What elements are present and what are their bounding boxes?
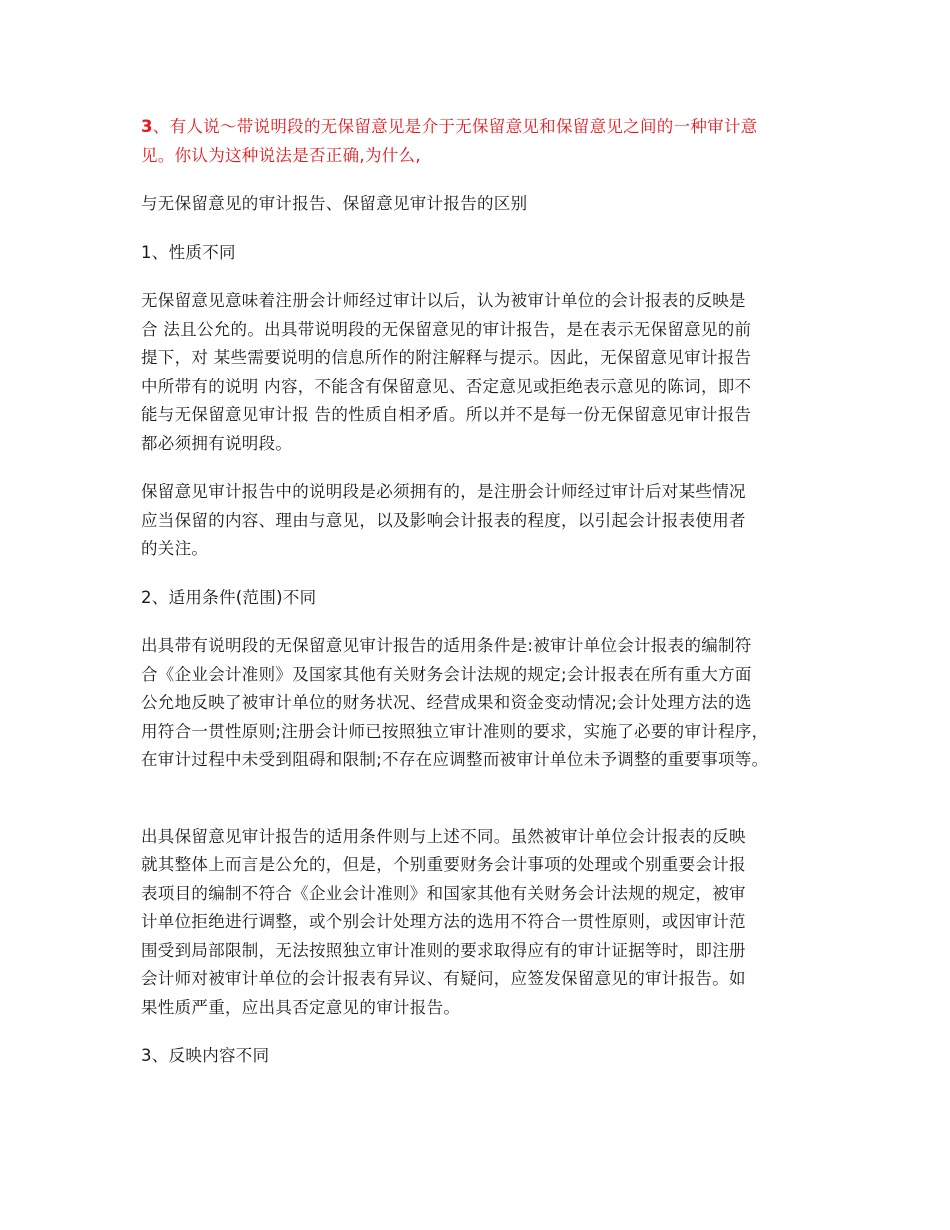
paragraph-line: 会计师对被审计单位的会计报表有异议、有疑问，应签发保留意见的审计报告。如	[141, 969, 746, 988]
document-page	[141, 113, 811, 1071]
paragraph-line: 能与无保留意见审计报 告的性质自相矛盾。所以并不是每一份无保留意见审计报告	[141, 405, 752, 424]
paragraph-nature-qualified	[141, 478, 811, 564]
paragraph-line: 的关注。	[141, 539, 209, 558]
paragraph-line: 保留意见审计报告中的说明段是必须拥有的，是注册会计师经过审计后对某些情况	[141, 482, 746, 501]
question-text-1: 、有人说～带说明段的无保留意见是介于无保留意见和保留意见之间的一种审计意	[152, 117, 758, 136]
paragraph-line: 应当保留的内容、理由与意见，以及影响会计报表的程度，以引起会计报表使用者	[141, 510, 746, 530]
paragraph-line: 用符合一贯性原则;注册会计师已按照独立审计准则的要求，实施了必要的审计程序，	[141, 721, 769, 741]
section-heading-1: 1、性质不同	[141, 242, 236, 262]
paragraph-conditions-unqualified	[141, 632, 811, 775]
question-line-2: 见。你认为这种说法是否正确,为什么,	[141, 145, 421, 165]
paragraph-line: 果性质严重，应出具否定意见的审计报告。	[141, 997, 461, 1017]
paragraph-nature-unqualified	[141, 287, 811, 458]
paragraph-line: 合 法且公允的。出具带说明段的无保留意见的审计报告，是在表示无保留意见的前	[141, 319, 752, 339]
paragraph-line: 公允地反映了被审计单位的财务状况、经营成果和资金变动情况;会计处理方法的选	[141, 693, 752, 712]
paragraph-line: 提下，对 某些需要说明的信息所作的附注解释与提示。因此，无保留意见审计报告	[141, 348, 752, 367]
paragraph-line: 出具带有说明段的无保留意见审计报告的适用条件是:被审计单位会计报表的编制符	[141, 636, 752, 655]
paragraph-line: 就其整体上而言是公允的，但是，个别重要财务会计事项的处理或个别重要会计报	[141, 855, 746, 874]
paragraph-line: 表项目的编制不符合《企业会计准则》和国家其他有关财务会计法规的规定，被审	[141, 883, 746, 903]
paragraph-line: 出具保留意见审计报告的适用条件则与上述不同。虽然被审计单位会计报表的反映	[141, 826, 746, 846]
paragraph-line: 计单位拒绝进行调整，或个别会计处理方法的选用不符合一贯性原则，或因审计范	[141, 912, 746, 931]
paragraph-line: 都必须拥有说明段。	[141, 433, 293, 453]
question-number: 3	[141, 117, 153, 136]
intro-line: 与无保留意见的审计报告、保留意见审计报告的区别	[141, 194, 528, 213]
section-heading-3: 3、反映内容不同	[141, 1046, 270, 1065]
paragraph-line: 围受到局部限制，无法按照独立审计准则的要求取得应有的审计证据等时，即注册	[141, 940, 746, 960]
paragraph-conditions-qualified	[141, 823, 811, 1023]
paragraph-line: 无保留意见意味着注册会计师经过审计以后，认为被审计单位的会计报表的反映是	[141, 291, 746, 310]
question-heading	[141, 113, 811, 170]
paragraph-line: 在审计过程中未受到阻碍和限制;不存在应调整而被审计单位未予调整的重要事项等。	[141, 750, 769, 769]
section-heading-2: 2、适用条件(范围)不同	[141, 587, 317, 607]
question-line-1	[141, 113, 811, 142]
paragraph-line: 合《企业会计准则》及国家其他有关财务会计法规的规定;会计报表在所有重大方面	[141, 664, 752, 684]
paragraph-line: 中所带有的说明 内容，不能含有保留意见、否定意见或拒绝表示意见的陈词，即不	[141, 376, 752, 396]
